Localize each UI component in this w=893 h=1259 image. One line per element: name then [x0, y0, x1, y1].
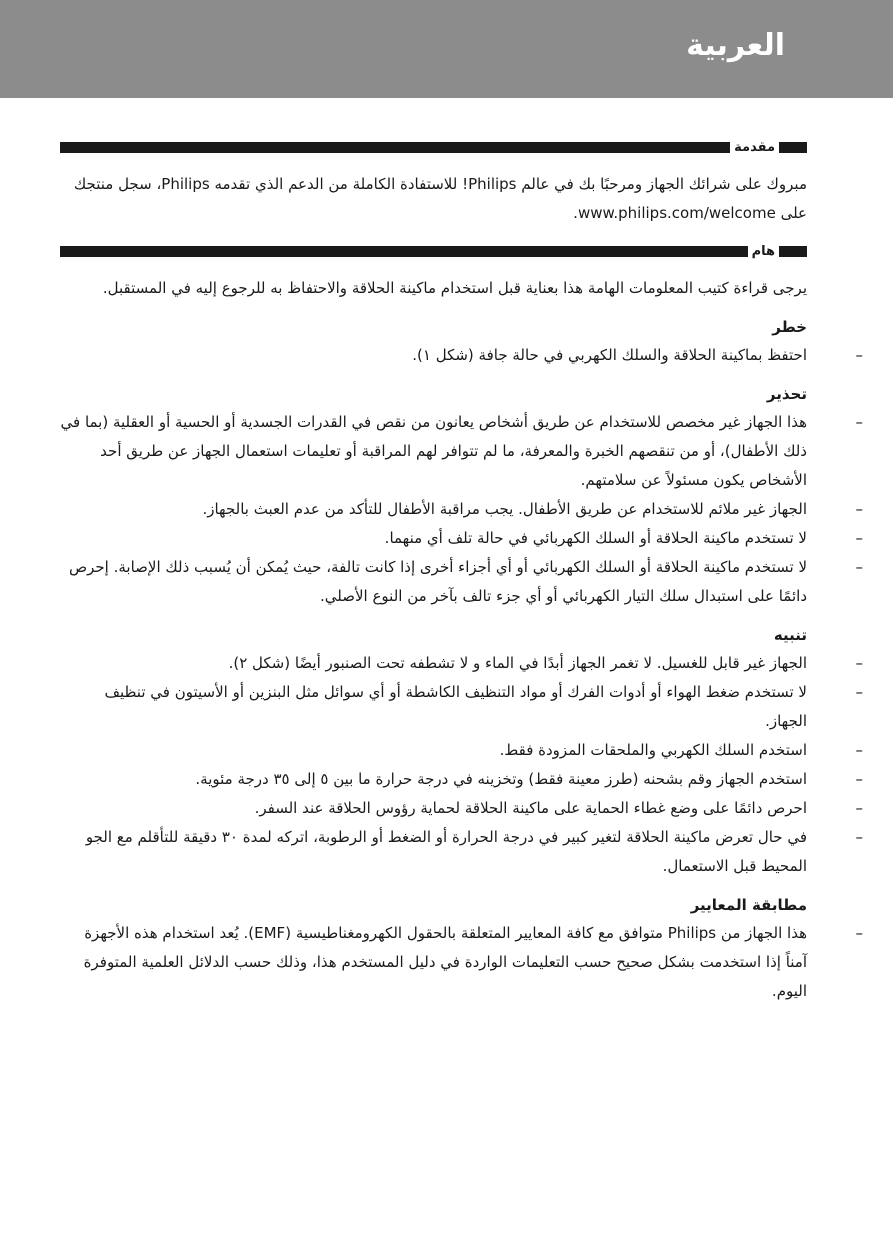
list-item: – احرص دائمًا على وضع غطاء الحماية على ماكينة الحلاقة لحماية رؤوس الحلاقة عند السفر.	[60, 794, 807, 823]
compliance-list	[60, 919, 807, 1006]
section-marker	[779, 246, 807, 257]
important-paragraph: يرجى قراءة كتيب المعلومات الهامة هذا بعناية قبل استخدام ماكينة الحلاقة والاحتفاظ به للرجوع إليه في المستقبل.	[102, 279, 807, 297]
list-item: – استخدم السلك الكهربي والملحقات المزودة فقط.	[60, 736, 807, 765]
section-rule-important	[60, 242, 807, 260]
document-body	[60, 138, 807, 1006]
section-line	[60, 246, 748, 257]
caution-heading: تنبيه	[773, 626, 807, 644]
list-item: – لا تستخدم ماكينة الحلاقة أو السلك الكهربائي أو أي أجزاء أخرى إذا كانت تالفة، حيث يُمكن أن يُسبب ذلك الإصابة. إحرص دائمًا على استبدال سلك التيار الكهربائي أو أي جزء تالف بآخر من النوع الأصلي.	[60, 553, 807, 611]
intro-paragraph: مبروك على شرائك الجهاز ومرحبًا بك في عالم Philips! للاستفادة الكاملة من الدعم الذي تقدمه Philips، سجل منتجك على www.philips.com/welcome.	[73, 175, 807, 222]
section-label-important: هام	[751, 243, 775, 259]
warning-heading: تحذير	[766, 385, 807, 403]
list-item: – لا تستخدم ماكينة الحلاقة أو السلك الكهربائي في حالة تلف أي منهما.	[60, 524, 807, 553]
page-title: العربية	[686, 28, 785, 63]
section-label-intro: مقدمة	[734, 139, 775, 155]
list-item: – هذا الجهاز من Philips متوافق مع كافة المعايير المتعلقة بالحقول الكهرومغناطيسية (EMF). يُعد استخدام هذه الأجهزة آمناً إذا استخدمت بشكل صحيح حسب التعليمات الواردة في دليل المستخدم هذا، وذلك حسب الدلائل العلمية المتوفرة اليوم.	[60, 919, 807, 1006]
header-bar	[0, 0, 893, 98]
list-item: – في حال تعرض ماكينة الحلاقة لتغير كبير في درجة الحرارة أو الضغط أو الرطوبة، اتركه لمدة ٣٠ دقيقة للتأقلم مع الجو المحيط قبل الاستعمال.	[60, 823, 807, 881]
danger-list	[60, 341, 807, 370]
caution-list	[60, 649, 807, 881]
section-line	[60, 142, 730, 153]
list-item: – الجهاز غير ملائم للاستخدام عن طريق الأطفال. يجب مراقبة الأطفال للتأكد من عدم العبث بالجهاز.	[60, 495, 807, 524]
list-item: – الجهاز غير قابل للغسيل. لا تغمر الجهاز أبدًا في الماء و لا تشطفه تحت الصنبور أيضًا (شكل ٢).	[60, 649, 807, 678]
section-marker	[779, 142, 807, 153]
warning-list	[60, 408, 807, 611]
list-item: – استخدم الجهاز وقم بشحنه (طرز معينة فقط) وتخزينه في درجة حرارة ما بين ٥ إلى ٣٥ درجة مئوية.	[60, 765, 807, 794]
list-item: – احتفظ بماكينة الحلاقة والسلك الكهربي في حالة جافة (شكل ١).	[60, 341, 807, 370]
compliance-heading: مطابقة المعايير	[690, 896, 807, 914]
danger-heading: خطر	[772, 318, 807, 336]
list-item: – لا تستخدم ضغط الهواء أو أدوات الفرك أو مواد التنظيف الكاشطة أو أي سوائل مثل البنزين أو الأسيتون في تنظيف الجهاز.	[60, 678, 807, 736]
list-item: – هذا الجهاز غير مخصص للاستخدام عن طريق أشخاص يعانون من نقص في القدرات الجسدية أو الحسية أو العقلية (بما في ذلك الأطفال)، أو من تنقصهم الخبرة والمعرفة، ما لم تتوافر لهم المراقبة أو تعليمات استعمال الجهاز عن طريق أحد الأشخاص يكون مسئولاً عن سلامتهم.	[60, 408, 807, 495]
section-rule-intro	[60, 138, 807, 156]
